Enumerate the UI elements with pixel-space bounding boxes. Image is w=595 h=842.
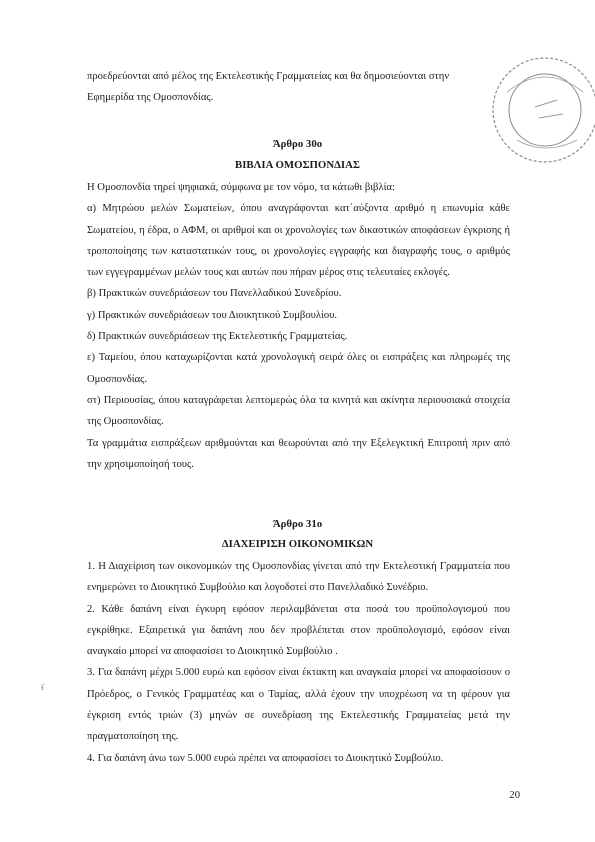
article-30-item: γ) Πρακτικών συνεδριάσεων του Διοικητικού Συμβουλίου. (87, 309, 338, 321)
article-30-item: β) Πρακτικών συνεδριάσεων του Πανελλαδικού Συνεδρίου. (87, 288, 342, 300)
article-30-number: Άρθρο 30ο (272, 138, 323, 150)
article-30-item: δ) Πρακτικών συνεδριάσεων της Εκτελεστικής Γραμματείας. (87, 331, 348, 343)
article-31-item: 3. Για δαπάνη μέχρι 5.000 ευρώ και εφόσον είναι έκτακτη και αναγκαία μπορεί να αποφασίσουν ο Πρόεδρος, ο Γενικός Γραμματέας και ο Ταμίας, αλλά έχουν την υποχρέωση να τη φέρουν για έγκριση εντός τριών (3) μηνών σε συνεδρίαση της Εκτελεστικής Γραμματείας μετά την πραγματοποίηση της. (87, 667, 510, 743)
page-number: 20 (509, 790, 520, 801)
article-30-item: α) Μητρώου μελών Σωματείων, όπου αναγράφονται κατ΄αύξοντα αριθμό η επωνυμία κάθε Σωματείου, η έδρα, ο ΑΦΜ, οι αριθμοί και οι χρονολογίες των δικαστικών αποφάσεων έγκρισης ή τροποποίησης των καταστατικών τους, οι χρονολογίες εγγραφής και διαγραφής τους, ο αριθμός των εγγεγραμμένων μελών τους και αυτών που πήραν μέρος στις τελευταίες εκλογές. (87, 203, 510, 279)
continuation-paragraph (87, 66, 510, 109)
article-30-intro: Η Ομοσπονδία τηρεί ψηφιακά, σύμφωνα με τον νόμο, τα κάτωθι βιβλία: (87, 182, 395, 193)
article-30-closing: Τα γραμμάτια εισπράξεων αριθμούνται και θεωρούνται από την Εξελεγκτική Επιτροπή πριν από την χρησιμοποίησή τους. (87, 437, 510, 470)
article-30-item: ε) Ταμείου, όπου καταχωρίζονται κατά χρονολογική σειρά όλες οι εισπράξεις και πληρωμές της Ομοσπονδίας. (87, 352, 510, 385)
article-30-item: στ) Περιουσίας, όπου καταγράφεται λεπτομερώς όλα τα κινητά και ακίνητα περιουσιακά στοιχεία της Ομοσπονδίας. (87, 394, 510, 428)
article-31-item: 1. Η Διαχείριση των οικονομικών της Ομοσπονδίας γίνεται από την Εκτελεστική Γραμματεία που ενημερώνει το Διοικητικό Συμβούλιο και λογοδοτεί στο Πανελλαδικό Συνέδριο. (87, 561, 510, 594)
article-31-title: ΔΙΑΧΕΙΡΙΣΗ ΟΙΚΟΝΟΜΙΚΩΝ (221, 538, 374, 550)
margin-mark: ᵼ̈ (41, 682, 44, 692)
article-30-body (87, 177, 510, 475)
article-31-number: Άρθρο 31ο (272, 518, 323, 530)
continuation-line: προεδρεύονται από μέλος της Εκτελεστικής Γραμματείας και θα δημοσιεύονται στην (87, 71, 450, 82)
article-31-body (87, 556, 510, 769)
article-31-item: 4. Για δαπάνη άνω των 5.000 ευρώ πρέπει να αποφασίσει το Διοικητικό Συμβούλιο. (87, 752, 444, 764)
continuation-line: Εφημερίδα της Ομοσπονδίας. (87, 92, 214, 104)
article-31-item: 2. Κάθε δαπάνη είναι έγκυρη εφόσον περιλαμβάνεται στα ποσά του προϋπολογισμού που εγκρίθηκε. Εξαιρετικά για δαπάνη που δεν προβλέπεται στον προϋπολογισμό, εφόσον είναι αναγκαίο μπορεί να αποφασίσει το Διοικητικό Συμβούλιο . (87, 603, 510, 658)
official-stamp (487, 52, 595, 172)
article-30-title: ΒΙΒΛΙΑ ΟΜΟΣΠΟΝΔΙΑΣ (235, 159, 360, 171)
